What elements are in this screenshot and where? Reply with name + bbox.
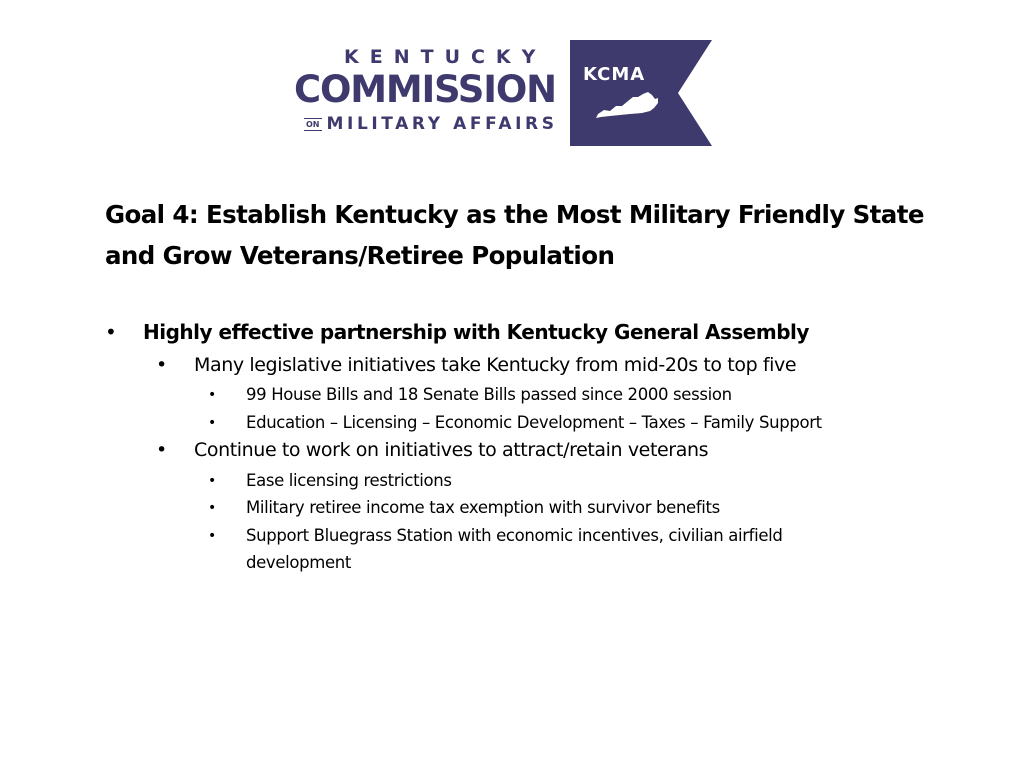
bullet-text: Military retiree income tax exemption with survivor benefits: [246, 498, 720, 517]
bullet-marker: •: [208, 528, 216, 544]
bullet-marker: •: [156, 354, 167, 376]
kcma-pennant-flag: [570, 40, 712, 146]
slide-title-line-2: and Grow Veterans/Retiree Population: [105, 241, 615, 270]
bullet-item-level-3: [208, 409, 822, 437]
bullet-item-level-1: [105, 320, 809, 344]
logo-military-affairs-text: MILITARY AFFAIRS: [326, 114, 558, 134]
flag-kcma-text: KCMA: [583, 64, 646, 85]
bullet-text: Continue to work on initiatives to attract/retain veterans: [194, 439, 709, 461]
bullet-text: Education – Licensing – Economic Development – Taxes – Family Support: [246, 413, 822, 432]
kcma-logo: [294, 40, 714, 148]
bullet-text: development: [246, 553, 351, 572]
bullet-item-level-3: [208, 522, 783, 550]
bullet-item-level-2: [156, 354, 797, 376]
bullet-item-level-3: [208, 381, 732, 409]
logo-on-text: ON: [306, 119, 320, 129]
logo-kentucky-text: KENTUCKY: [344, 46, 547, 68]
slide-title: [105, 194, 1005, 276]
bullet-marker: •: [105, 320, 117, 344]
bullet-marker: •: [208, 415, 216, 431]
logo-commission-text: COMMISSION: [294, 68, 556, 111]
bullet-item-level-3: [208, 467, 452, 495]
slide-title-line-1: Goal 4: Establish Kentucky as the Most Military Friendly State: [105, 200, 924, 229]
logo-wordmark: [294, 40, 564, 148]
logo-military-affairs-line: [304, 114, 558, 134]
bullet-marker: •: [208, 473, 216, 489]
bullet-text: 99 House Bills and 18 Senate Bills passed since 2000 session: [246, 385, 732, 404]
bullet-marker: •: [156, 439, 167, 461]
bullet-item-level-3: [208, 494, 720, 522]
bullet-text: Many legislative initiatives take Kentucky from mid-20s to top five: [194, 354, 797, 376]
bullet-text: Ease licensing restrictions: [246, 471, 452, 490]
bullet-item-level-2: [156, 439, 709, 461]
bullet-text: Highly effective partnership with Kentucky General Assembly: [143, 320, 809, 344]
bullet-continuation-line: [246, 549, 351, 577]
bullet-marker: •: [208, 387, 216, 403]
bullet-text: Support Bluegrass Station with economic incentives, civilian airfield: [246, 526, 783, 545]
bullet-marker: •: [208, 500, 216, 516]
